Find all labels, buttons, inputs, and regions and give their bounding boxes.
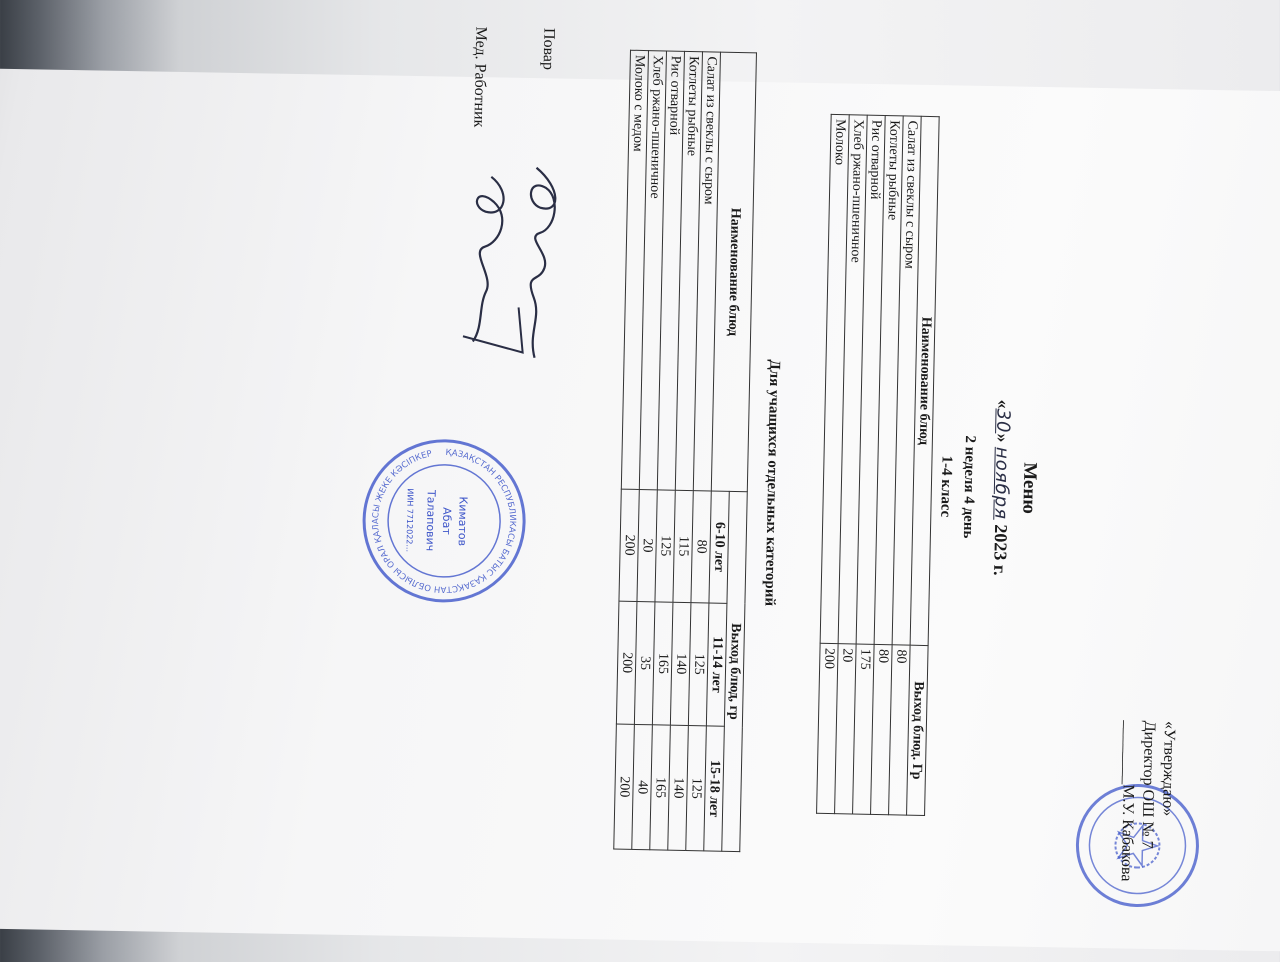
date-month: ноября — [990, 446, 1013, 521]
dish-output: 80 — [889, 645, 911, 815]
dish-name: Хлеб ржано-пшеничное — [838, 115, 867, 644]
col-age-6-10: 6-10 лет — [709, 491, 729, 603]
table-header-row — [722, 52, 757, 851]
date-day: 30 — [992, 408, 1014, 434]
stamp-ring-text: ҚАЗАҚСТАН РЕСПУБЛИКАСЫ БАТЫС ҚАЗАҚСТАН ОБЛЫСЫ ОРАЛ ҚАЛАСЫ ЖЕКЕ КӘСІПКЕР — [371, 447, 518, 594]
medic-label: Мед. Работник — [470, 26, 490, 128]
output-6-10: 115 — [673, 490, 693, 602]
approval-label: «Утверждаю» — [1159, 720, 1179, 817]
col-dish-name: Наименование блюд — [711, 52, 756, 492]
date-quote-close: » — [992, 433, 1014, 443]
dish-output: 175 — [853, 644, 875, 814]
date-year: 2023 г. — [990, 524, 1012, 576]
dish-name: Рис отварной — [657, 51, 684, 490]
dish-name: Хлеб ржано-пшеничное — [639, 51, 666, 490]
output-11-14: 200 — [616, 601, 637, 725]
output-15-18: 165 — [650, 725, 671, 850]
page-title: Меню — [1018, 462, 1041, 515]
col-age-11-14: 11-14 лет — [706, 603, 727, 727]
dish-output: 20 — [835, 644, 857, 814]
output-15-18: 125 — [686, 726, 707, 851]
dish-name: Рис отварной — [856, 115, 885, 644]
approval-director-name: ________М.У. Кабакова — [1117, 720, 1139, 882]
approval-name: М.У. Кабакова — [1117, 784, 1137, 882]
dish-output: 200 — [817, 643, 839, 813]
output-11-14: 35 — [634, 601, 655, 725]
col-dish-name: Наименование блюд — [910, 116, 939, 645]
output-11-14: 125 — [688, 602, 709, 726]
dish-name: Салат из свеклы с сыром — [693, 52, 720, 491]
col-age-15-18: 15-18 лет — [704, 726, 725, 851]
output-15-18: 140 — [668, 725, 689, 850]
signatures — [452, 156, 566, 368]
output-6-10: 200 — [619, 489, 639, 601]
output-6-10: 20 — [637, 489, 657, 601]
dish-name: Котлеты рыбные — [874, 116, 903, 645]
stamp-iin: ИИН 7712022... — [404, 488, 415, 553]
document-content — [80, 0, 1199, 961]
staff-block — [467, 26, 559, 129]
approval-block — [1114, 720, 1179, 961]
approval-position: Директор ОШ № 7 — [1138, 720, 1159, 849]
dish-name: Молоко с медом — [621, 50, 648, 489]
output-11-14: 140 — [670, 602, 691, 726]
week-day: 2 неделя 4 день — [959, 435, 979, 539]
menu-table-categories — [613, 50, 757, 852]
stamp-name-3: Талапович — [423, 489, 438, 552]
title-block — [927, 16, 1050, 958]
entrepreneur-stamp — [357, 434, 531, 608]
grade-label: 1-4 класс — [937, 455, 955, 518]
output-6-10: 125 — [655, 490, 675, 602]
menu-table-primary — [816, 114, 940, 816]
dish-name: Салат из свеклы с сыром — [892, 116, 921, 645]
stamp-name-1: Киматов — [455, 496, 470, 547]
stamp-name-2: Абат — [439, 507, 454, 535]
col-output: Выход блюд, гр — [722, 491, 748, 851]
dish-name: Котлеты рыбные — [675, 51, 702, 490]
output-15-18: 200 — [614, 724, 635, 849]
dish-output: 80 — [871, 644, 893, 814]
output-6-10: 80 — [691, 491, 711, 603]
output-15-18: 40 — [632, 725, 653, 850]
output-11-14: 165 — [652, 601, 673, 725]
date-quote-open: « — [993, 399, 1014, 409]
dish-name: Молоко — [820, 114, 849, 643]
cook-label: Повар — [539, 27, 558, 71]
categories-title: Для учащихся отдельных категорий — [761, 359, 783, 607]
col-output: Выход блюд. Гр — [907, 645, 929, 815]
